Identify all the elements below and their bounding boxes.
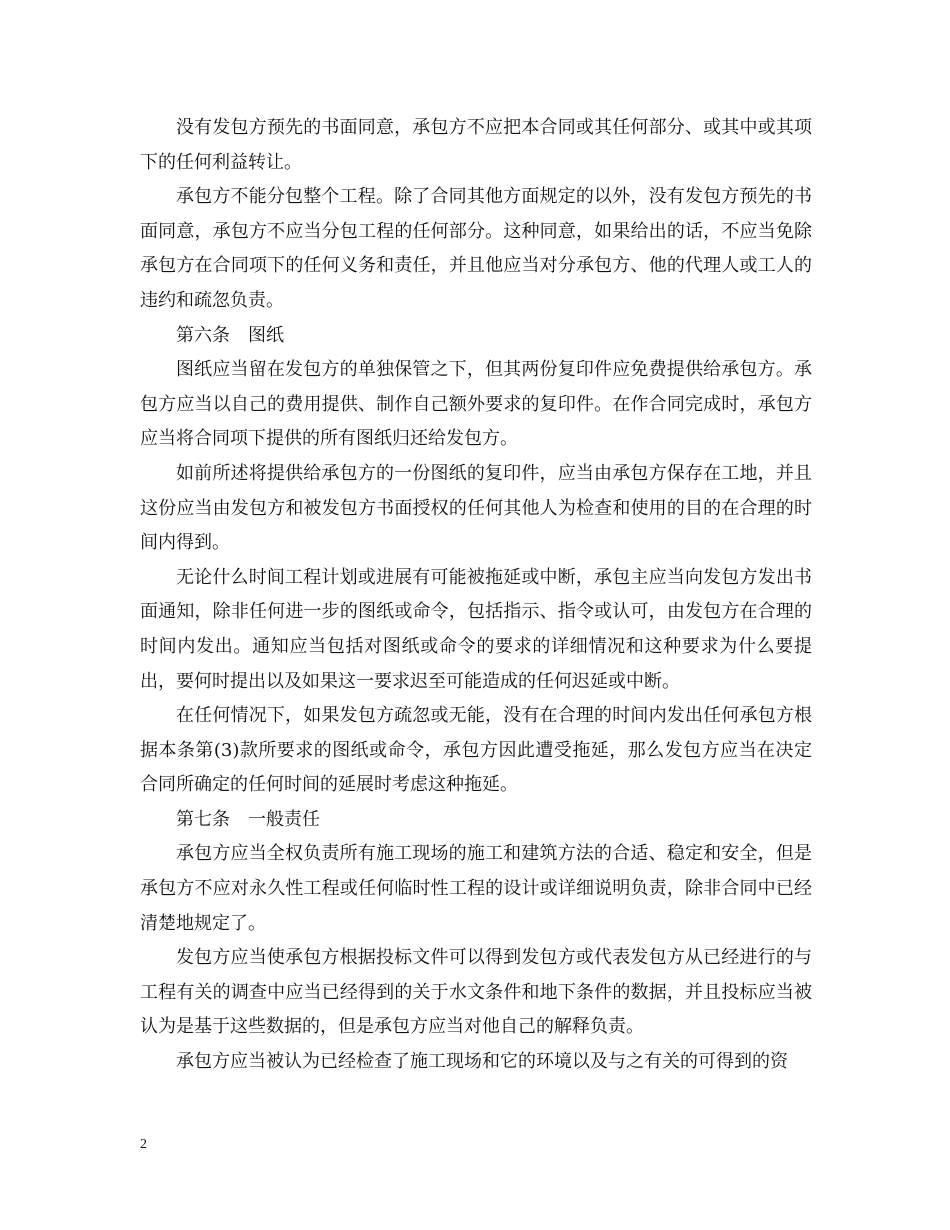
paragraph-assignment: 没有发包方预先的书面同意，承包方不应把本合同或其任何部分、或其中或其项下的任何利益转让。 — [140, 117, 812, 173]
document-body — [140, 111, 812, 1080]
paragraph-site-data: 发包方应当使承包方根据投标文件可以得到发包方或代表发包方从已经进行的与工程有关的调查中应当已经得到的关于水文条件和地下条件的数据，并且投标应当被认为是基于这些数据的，但是承包方应当对他自己的解释负责。 — [140, 947, 812, 1038]
paragraph-site-inspection: 承包方应当被认为已经检查了施工现场和它的环境以及与之有关的可得到的资 — [176, 1051, 788, 1073]
paragraph-site-safety: 承包方应当全权负责所有施工现场的施工和建筑方法的合适、稳定和安全，但是承包方不应对永久性工程或任何临时性工程的设计或详细说明负责，除非合同中已经清楚地规定了。 — [140, 843, 812, 934]
paragraph-drawings-custody: 图纸应当留在发包方的单独保管之下，但其两份复印件应免费提供给承包方。承包方应当以自己的费用提供、制作自己额外要求的复印件。在作合同完成时，承包方应当将合同项下提供的所有图纸归还给发包方。 — [140, 359, 812, 450]
article-7-heading: 第七条 一般责任 — [176, 808, 320, 830]
article-6-heading: 第六条 图纸 — [176, 324, 284, 346]
paragraph-delay-notice: 无论什么时间工程计划或进展有可能被拖延或中断，承包主应当向发包方发出书面通知，除非任何进一步的图纸或命令，包括指示、指令或认可，由发包方在合理的时间内发出。通知应当包括对图纸或命令的要求的详细情况和这种要求为什么要提出，要何时提出以及如果这一要求迟至可能造成的任何迟延或中断。 — [140, 566, 812, 692]
paragraph-drawings-on-site: 如前所述将提供给承包方的一份图纸的复印件，应当由承包方保存在工地，并且这份应当由发包方和被发包方书面授权的任何其他人为检查和使用的目的在合理的时间内得到。 — [140, 462, 812, 554]
page-number: 2 — [140, 1137, 147, 1152]
paragraph-subcontracting: 承包方不能分包整个工程。除了合同其他方面规定的以外，没有发包方预先的书面同意，承包方不应当分包工程的任何部分。这种同意，如果给出的话，不应当免除承包方在合同项下的任何义务和责任，并且他应当对分承包方、他的代理人或工人的违约和疏忽负责。 — [140, 186, 812, 311]
paragraph-delay-extension: 在任何情况下，如果发包方疏忽或无能，没有在合理的时间内发出任何承包方根据本条第(3)款所要求的图纸或命令，承包方因此遭受拖延，那么发包方应当在决定合同所确定的任何时间的延展时考虑这种拖延。 — [140, 705, 812, 796]
